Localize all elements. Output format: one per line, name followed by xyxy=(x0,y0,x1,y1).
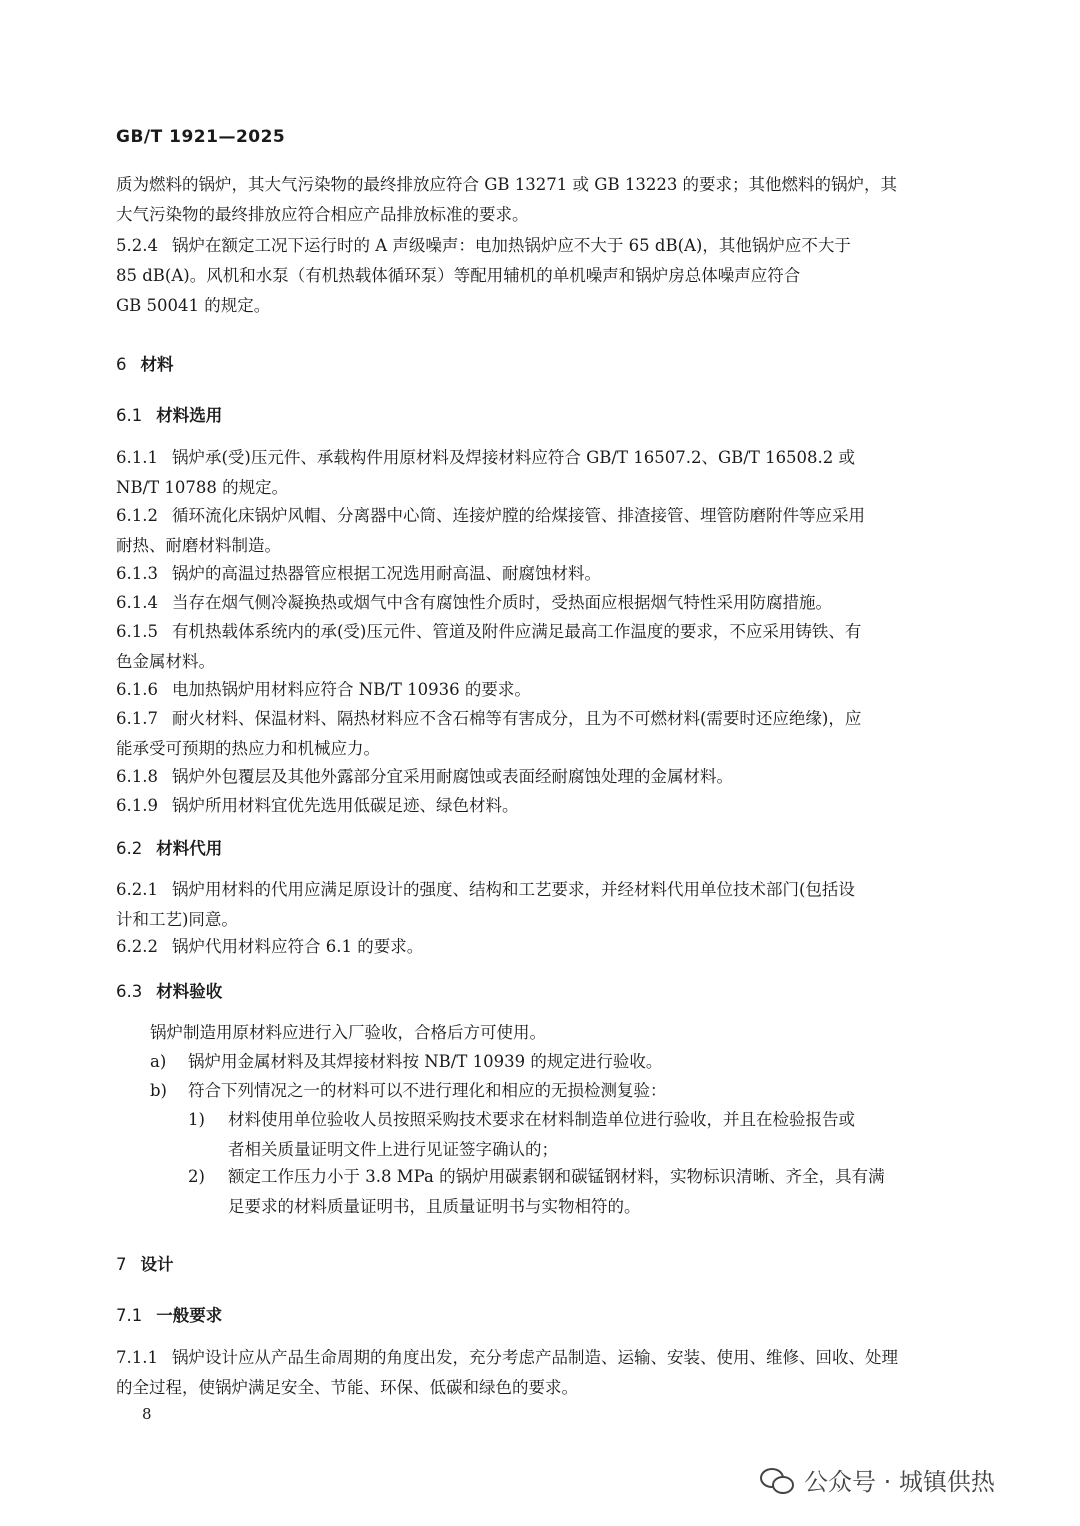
clause-6-1-9 xyxy=(116,791,952,821)
clause-number: 6.1.8 xyxy=(116,767,158,786)
list-text: 材料使用单位验收人员按照采购技术要求在材料制造单位进行验收，并且在检验报告或 xyxy=(228,1110,855,1129)
paragraph-line: NB/T 10788 的规定。 xyxy=(116,478,289,497)
clause-6-1-3 xyxy=(116,559,952,589)
section-heading-7 xyxy=(116,1251,174,1275)
heading-number: 7 xyxy=(116,1255,127,1274)
list-label: b) xyxy=(150,1081,167,1100)
clause-6-1-2 xyxy=(116,501,952,561)
watermark xyxy=(760,1462,995,1497)
clause-5-2-4 xyxy=(116,231,952,321)
page-number: 8 xyxy=(142,1405,152,1423)
heading-number: 6.1 xyxy=(116,406,143,425)
heading-title: 材料验收 xyxy=(156,982,223,1001)
paragraph-line: 锅炉在额定工况下运行时的 A 声级噪声：电加热锅炉应不大于 65 dB(A)，其他锅炉应不大于 xyxy=(171,236,851,255)
clause-6-1-5 xyxy=(116,617,952,677)
list-label: 2) xyxy=(188,1167,205,1186)
section-heading-6-1 xyxy=(116,402,222,426)
clause-7-1-1 xyxy=(116,1343,952,1403)
clause-number: 6.1.4 xyxy=(116,593,158,612)
list-text: 者相关质量证明文件上进行见证签字确认的； xyxy=(228,1140,558,1159)
list-text: 锅炉用金属材料及其焊接材料按 NB/T 10939 的规定进行验收。 xyxy=(188,1052,663,1071)
section-heading-6-2 xyxy=(116,835,222,859)
clause-number: 5.2.4 xyxy=(116,236,158,255)
list-label: 1) xyxy=(188,1110,205,1129)
list-text: 额定工作压力小于 3.8 MPa 的锅炉用碳素钢和碳锰钢材料，实物标识清晰、齐全，具有满 xyxy=(228,1167,885,1186)
paragraph-continued xyxy=(116,170,952,230)
list-text: 符合下列情况之一的材料可以不进行理化和相应的无损检测复验： xyxy=(188,1081,667,1100)
clause-number: 7.1.1 xyxy=(116,1348,158,1367)
list-text: 足要求的材料质量证明书，且质量证明书与实物相符的。 xyxy=(228,1197,641,1216)
paragraph-line: 色金属材料。 xyxy=(116,652,215,671)
heading-title: 材料选用 xyxy=(156,406,223,425)
clause-6-1-4 xyxy=(116,588,952,618)
heading-number: 7.1 xyxy=(116,1306,143,1325)
paragraph-line: 有机热载体系统内的承(受)压元件、管道及附件应满足最高工作温度的要求，不应采用铸铁、有 xyxy=(171,622,862,641)
paragraph-line: 锅炉承(受)压元件、承载构件用原材料及焊接材料应符合 GB/T 16507.2、GB/T 16508.2 或 xyxy=(171,448,856,467)
paragraph-line: 耐火材料、保温材料、隔热材料应不含石棉等有害成分，且为不可燃材料(需要时还应绝缘)，应 xyxy=(171,709,862,728)
heading-title: 材料 xyxy=(140,355,174,374)
clause-number: 6.2.1 xyxy=(116,880,158,899)
clause-6-1-7 xyxy=(116,704,952,764)
clause-number: 6.1.9 xyxy=(116,796,158,815)
paragraph-line: 锅炉的高温过热器管应根据工况选用耐高温、耐腐蚀材料。 xyxy=(171,564,601,583)
paragraph-line: 大气污染物的最终排放应符合相应产品排放标准的要求。 xyxy=(116,205,529,224)
section-heading-6 xyxy=(116,351,174,375)
list-item-a xyxy=(150,1047,952,1077)
paragraph-line: 锅炉设计应从产品生命周期的角度出发，充分考虑产品制造、运输、安装、使用、维修、回收、处理 xyxy=(171,1348,898,1367)
wechat-icon xyxy=(760,1466,792,1494)
heading-title: 材料代用 xyxy=(156,839,223,858)
clause-number: 6.1.5 xyxy=(116,622,158,641)
paragraph-line: 计和工艺)同意。 xyxy=(116,910,238,929)
heading-number: 6 xyxy=(116,355,127,374)
paragraph-line: 的全过程，使锅炉满足安全、节能、环保、低碳和绿色的要求。 xyxy=(116,1378,578,1397)
clause-number: 6.2.2 xyxy=(116,937,158,956)
paragraph-line: 质为燃料的锅炉，其大气污染物的最终排放应符合 GB 13271 或 GB 13223 的要求；其他燃料的锅炉，其 xyxy=(116,175,898,194)
paragraph-line: 当存在烟气侧冷凝换热或烟气中含有腐蚀性介质时，受热面应根据烟气特性采用防腐措施。 xyxy=(171,593,832,612)
clause-6-1-8 xyxy=(116,762,952,792)
standard-code-header: GB/T 1921—2025 xyxy=(116,127,286,147)
paragraph-line: 能承受可预期的热应力和机械应力。 xyxy=(116,739,380,758)
clause-number: 6.1.2 xyxy=(116,506,158,525)
clause-number: 6.1.3 xyxy=(116,564,158,583)
clause-number: 6.1.1 xyxy=(116,448,158,467)
list-item-b xyxy=(150,1076,952,1106)
watermark-text: 公众号 · 城镇供热 xyxy=(804,1468,995,1496)
list-item-b-1 xyxy=(188,1105,952,1165)
paragraph-line: 锅炉外包覆层及其他外露部分宜采用耐腐蚀或表面经耐腐蚀处理的金属材料。 xyxy=(171,767,733,786)
paragraph-line: 锅炉用材料的代用应满足原设计的强度、结构和工艺要求，并经材料代用单位技术部门(包括设 xyxy=(171,880,855,899)
section-heading-6-3 xyxy=(116,978,222,1002)
clause-6-1-6 xyxy=(116,675,952,705)
paragraph-line: 锅炉代用材料应符合 6.1 的要求。 xyxy=(171,937,424,956)
paragraph-line: 循环流化床锅炉风帽、分离器中心筒、连接炉膛的给煤接管、排渣接管、埋管防磨附件等应采用 xyxy=(171,506,865,525)
paragraph-line: 锅炉所用材料宜优先选用低碳足迹、绿色材料。 xyxy=(171,796,519,815)
section-heading-7-1 xyxy=(116,1302,222,1326)
list-item-b-2 xyxy=(188,1162,952,1222)
clause-6-3-intro: 锅炉制造用原材料应进行入厂验收，合格后方可使用。 xyxy=(150,1023,546,1042)
clause-number: 6.1.7 xyxy=(116,709,158,728)
paragraph-line: 85 dB(A)。风机和水泵（有机热载体循环泵）等配用辅机的单机噪声和锅炉房总体噪声应符合 xyxy=(116,266,801,285)
paragraph-line: 耐热、耐磨材料制造。 xyxy=(116,536,281,555)
list-label: a) xyxy=(150,1052,167,1071)
heading-number: 6.2 xyxy=(116,839,143,858)
paragraph-line: GB 50041 的规定。 xyxy=(116,296,271,315)
heading-title: 一般要求 xyxy=(156,1306,223,1325)
clause-number: 6.1.6 xyxy=(116,680,158,699)
clause-6-1-1 xyxy=(116,443,952,503)
clause-6-2-1 xyxy=(116,875,952,935)
paragraph-line: 电加热锅炉用材料应符合 NB/T 10936 的要求。 xyxy=(171,680,531,699)
clause-6-2-2 xyxy=(116,932,952,962)
heading-title: 设计 xyxy=(140,1255,174,1274)
heading-number: 6.3 xyxy=(116,982,143,1001)
